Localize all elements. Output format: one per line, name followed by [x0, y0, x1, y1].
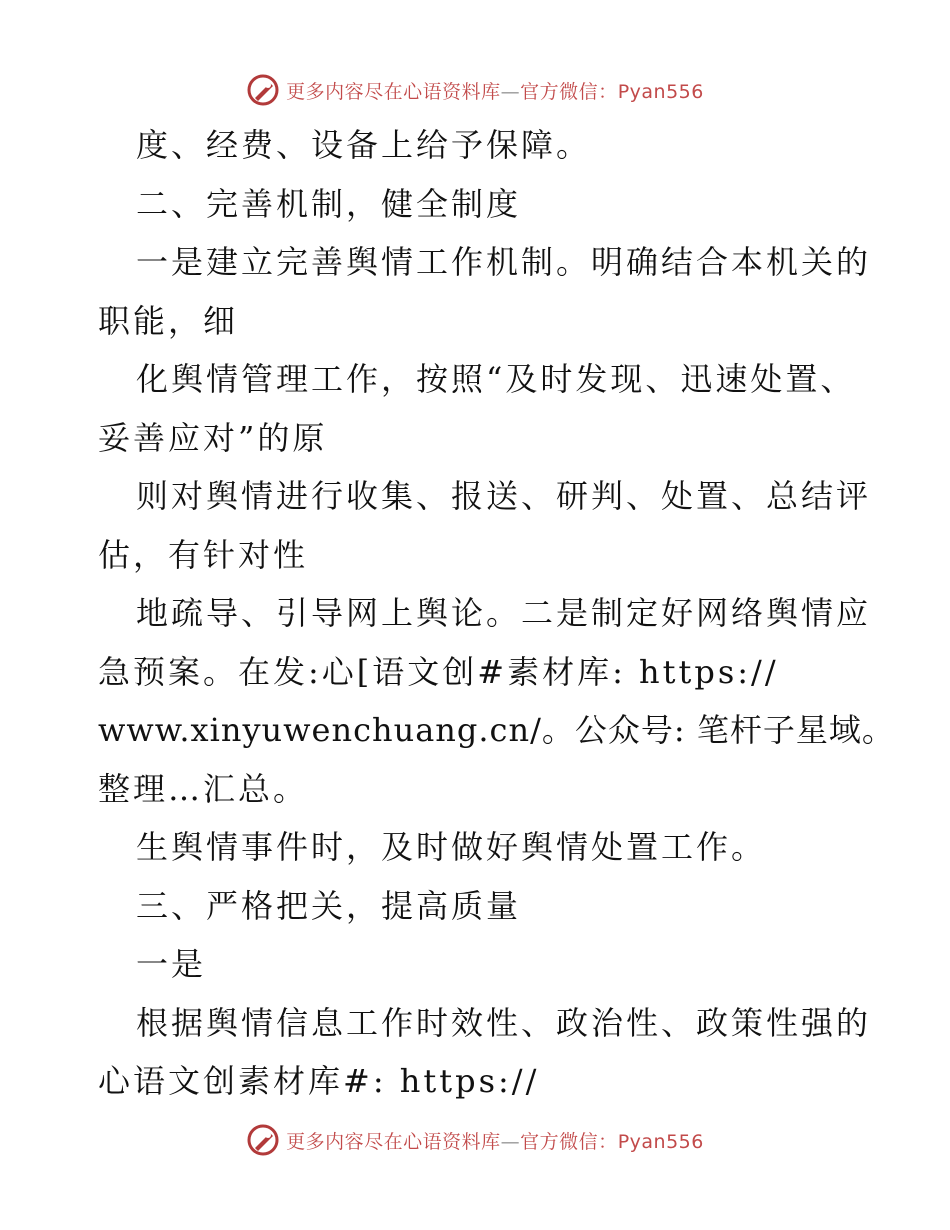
watermark-dash: —: [500, 1130, 521, 1153]
watermark-text: [286, 77, 704, 104]
text-line: 心语文创素材库#: https://: [98, 1062, 540, 1100]
text-line: 则对舆情进行收集、报送、研判、处置、总结评: [136, 477, 872, 515]
watermark-wechat-id: Pyan556: [617, 1130, 704, 1153]
pen-logo-icon: [246, 73, 280, 107]
footer-watermark: [0, 1120, 950, 1160]
watermark-site-label: 更多内容尽在心语资料库: [286, 80, 501, 103]
header-watermark: [0, 70, 950, 110]
text-line: 整理…汇总。: [98, 769, 309, 808]
document-body: [98, 116, 895, 1111]
text-line: 职能，细: [98, 301, 239, 340]
watermark-wechat-label: 官方微信：: [520, 1130, 618, 1153]
watermark-dash: —: [500, 80, 521, 103]
section-heading: 三、严格把关，提高质量: [136, 886, 522, 925]
text-line: 度、经费、设备上给予保障。: [136, 126, 592, 164]
text-line: 根据舆情信息工作时效性、政治性、政策性强的: [136, 1003, 872, 1042]
watermark-site-label: 更多内容尽在心语资料库: [286, 1130, 501, 1153]
watermark-wechat-label: 官方微信：: [520, 80, 618, 103]
pen-logo-icon: [246, 1123, 280, 1157]
text-line: 地疏导、引导网上舆论。二是制定好网络舆情应: [136, 594, 872, 632]
watermark-wechat-id: Pyan556: [617, 80, 704, 103]
text-line: 妥善应对”的原: [98, 418, 328, 457]
text-line: 生舆情事件时，及时做好舆情处置工作。: [136, 828, 767, 866]
text-line: 估，有针对性: [98, 535, 309, 574]
text-line: 化舆情管理工作，按照“及时发现、迅速处置、: [136, 360, 856, 398]
text-line: 一是建立完善舆情工作机制。明确结合本机关的: [136, 243, 872, 281]
section-heading: 二、完善机制，健全制度: [136, 184, 522, 223]
text-line: 一是: [136, 945, 207, 983]
text-line: 急预案。在发:心[语文创#素材库: https://: [98, 652, 779, 691]
text-line: www.xinyuwenchuang.cn/。公众号: 笔杆子星域。: [98, 711, 895, 749]
watermark-text: [286, 1127, 704, 1154]
